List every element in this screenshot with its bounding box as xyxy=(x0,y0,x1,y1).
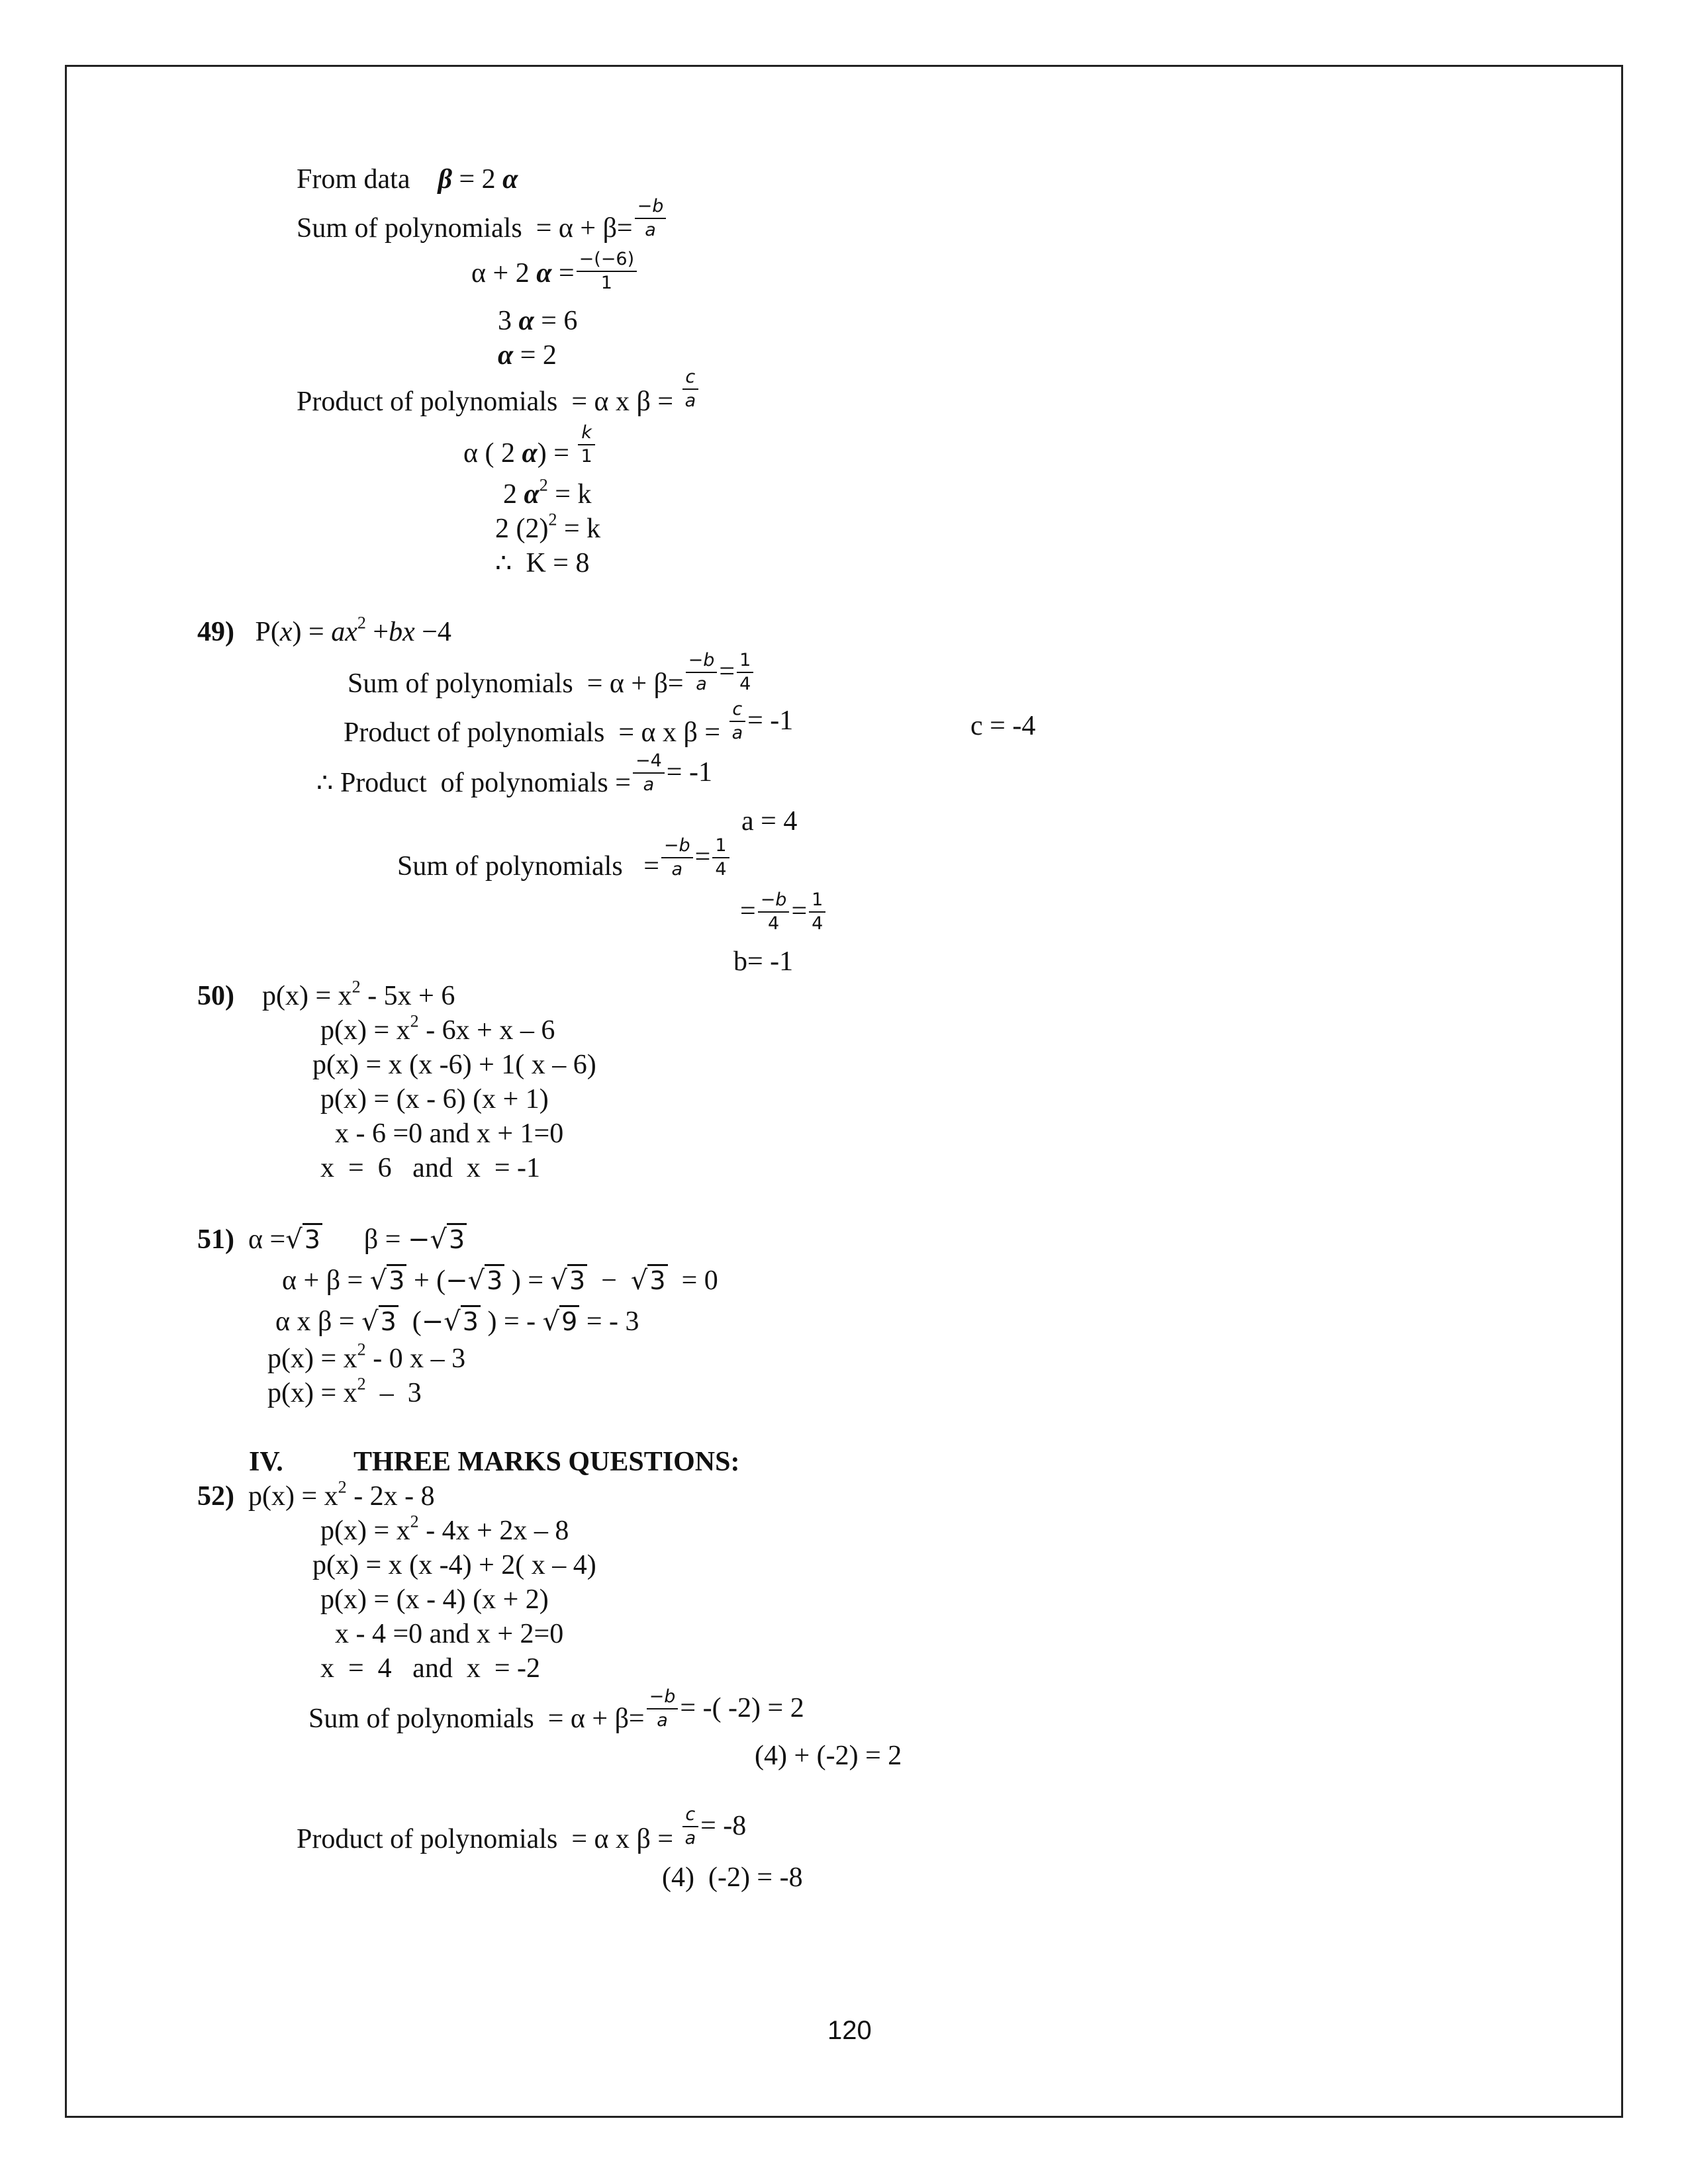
step6-post: = k xyxy=(557,514,601,544)
step4-pre: α ( 2 xyxy=(463,437,522,469)
product-label: Product of polynomials xyxy=(333,767,608,798)
alpha-symbol: α xyxy=(536,257,552,289)
q49-product-line xyxy=(344,699,794,748)
equals: = xyxy=(791,895,808,927)
exponent: 2 xyxy=(357,613,366,633)
q52-line5: x - 4 =0 and x + 2=0 xyxy=(335,1619,564,1649)
therefore-symbol: ∴ xyxy=(316,767,334,798)
fraction-neg-b-over-4 xyxy=(758,891,790,934)
fraction-c-over-a xyxy=(682,368,699,411)
sum-check: (4) + (-2) = 2 xyxy=(755,1741,902,1771)
product-line xyxy=(297,367,700,417)
frac-den: a xyxy=(643,774,655,796)
sum-eq: = xyxy=(740,895,756,927)
radicand: 3 xyxy=(461,1305,481,1336)
step3-line xyxy=(498,341,557,369)
fraction-neg-b-over-a xyxy=(635,197,667,240)
expr-x: x xyxy=(279,617,293,647)
sum-eq: = α + β= xyxy=(586,668,684,699)
product-result: = -1 xyxy=(666,756,712,788)
frac-num: −b xyxy=(758,891,790,913)
fraction-1-over-4 xyxy=(712,837,729,880)
expr-post: - 5x + 6 xyxy=(360,981,455,1011)
sum-label: Sum of polynomials xyxy=(297,212,522,244)
expr-post: - 6x + x – 6 xyxy=(418,1015,555,1046)
minus-sign: − xyxy=(445,1265,468,1296)
q51-line1 xyxy=(197,1226,467,1253)
product-result: = - 3 xyxy=(579,1306,639,1337)
frac-den: 1 xyxy=(581,446,592,467)
sqrt-3: √3 xyxy=(444,1308,481,1336)
frac-den: a xyxy=(684,1828,696,1849)
q52-sum-line xyxy=(308,1686,804,1734)
expr-tail: −4 xyxy=(414,617,451,647)
product-eq: = xyxy=(608,767,631,798)
sqrt-3: √3 xyxy=(430,1226,467,1253)
product-lhs: α x β = xyxy=(275,1306,362,1337)
q52-line3: p(x) = x (x -4) + 2( x – 4) xyxy=(312,1550,596,1580)
q51-sum-line xyxy=(282,1267,718,1295)
question-number: 52) xyxy=(197,1481,234,1512)
step6-pre: 2 (2) xyxy=(495,514,549,544)
alpha-symbol: α xyxy=(502,164,518,195)
sum-eq: = α + β= xyxy=(547,1703,645,1734)
product-result: = -1 xyxy=(747,705,794,736)
section-roman: IV. xyxy=(249,1447,283,1477)
alpha-eq: α = xyxy=(248,1224,286,1255)
frac-num: 1 xyxy=(712,837,729,858)
equals-two: = 2 xyxy=(451,164,503,195)
step4-line xyxy=(463,424,597,467)
alpha-symbol: α xyxy=(518,306,534,336)
therefore-symbol: ∴ xyxy=(495,548,512,578)
sqrt-9: √9 xyxy=(543,1308,580,1336)
product-label: Product of polynomials xyxy=(297,386,558,417)
expr-pre: p(x) = x xyxy=(267,1378,357,1408)
step1-lhs: α + 2 xyxy=(471,257,537,289)
fraction-k-over-1 xyxy=(578,424,594,467)
paren-close: ) = - xyxy=(480,1306,543,1337)
beta-eq: β = xyxy=(363,1224,408,1255)
beta-symbol: β xyxy=(438,164,452,195)
question-number: 49) xyxy=(197,617,234,647)
fraction-1-over-4 xyxy=(809,891,825,934)
frac-num: c xyxy=(682,368,699,390)
product-eq: = α x β = xyxy=(618,717,727,748)
frac-num: −(−6) xyxy=(577,250,637,272)
step5-post: = k xyxy=(547,479,592,510)
exponent: 2 xyxy=(539,475,548,495)
q50-line1 xyxy=(197,977,455,1011)
step4-post: ) = xyxy=(537,437,569,469)
a-value: a = 4 xyxy=(741,806,798,837)
minus-sign: − xyxy=(421,1306,444,1337)
b-value: b= -1 xyxy=(733,946,794,977)
product-eq: = α x β = xyxy=(571,1823,680,1854)
product-label: Product of polynomials xyxy=(344,717,605,748)
sqrt-3: √3 xyxy=(285,1226,322,1253)
sqrt-3: √3 xyxy=(551,1267,588,1295)
expr-pre: p(x) = x xyxy=(267,1343,357,1374)
q50-line3: p(x) = x (x -6) + 1( x – 6) xyxy=(312,1050,596,1080)
frac-num: 1 xyxy=(809,891,825,913)
sqrt-3: √3 xyxy=(370,1267,407,1295)
step2-post: = 6 xyxy=(534,306,578,336)
sum-eq: = xyxy=(636,850,659,882)
equals-zero: = 0 xyxy=(667,1265,718,1296)
exponent: 2 xyxy=(410,1011,419,1031)
radicand: 3 xyxy=(303,1223,322,1254)
expr-pre: p(x) = x xyxy=(320,1516,410,1546)
expr-post: - 2x - 8 xyxy=(346,1481,435,1512)
expr-pre: p(x) = x xyxy=(248,1481,338,1512)
expr-bx: bx xyxy=(389,617,415,647)
frac-den: 4 xyxy=(739,674,751,695)
q49-sum2-line xyxy=(397,837,731,880)
exponent: 2 xyxy=(357,1374,366,1394)
q49-sum3-line xyxy=(740,891,827,934)
sum-label: Sum of polynomials xyxy=(397,850,623,882)
equals: = xyxy=(694,841,711,872)
radicand: 3 xyxy=(447,1223,467,1254)
sqrt-3: √3 xyxy=(361,1308,399,1336)
plus-open: + ( xyxy=(406,1265,446,1296)
fraction-1-over-4 xyxy=(737,651,753,694)
expr-post: – 3 xyxy=(365,1378,422,1408)
q51-p2 xyxy=(267,1374,422,1408)
q50-line6: x = 6 and x = -1 xyxy=(320,1153,541,1183)
radicand: 3 xyxy=(485,1264,504,1295)
frac-num: −b xyxy=(635,197,667,219)
question-number: 50) xyxy=(197,981,234,1011)
q51-product-line xyxy=(275,1308,639,1336)
fraction-neg-neg6-over-1 xyxy=(577,250,637,293)
q49-product2-line xyxy=(316,751,712,798)
q52-line1 xyxy=(197,1477,435,1512)
frac-num: 1 xyxy=(737,651,753,673)
frac-den: a xyxy=(671,859,683,880)
radicand: 3 xyxy=(647,1264,667,1295)
minus-sign: − xyxy=(407,1224,430,1255)
exponent: 2 xyxy=(352,977,361,997)
sum-result: = -( -2) = 2 xyxy=(680,1692,804,1723)
step6-line xyxy=(495,510,601,544)
q52-line6: x = 4 and x = -2 xyxy=(320,1653,541,1684)
fraction-neg-b-over-a xyxy=(686,651,718,694)
expr-p: P( xyxy=(255,617,280,647)
q52-line2 xyxy=(320,1512,569,1546)
product-check: (4) (-2) = -8 xyxy=(662,1862,803,1893)
q49-header xyxy=(197,613,451,647)
frac-num: −b xyxy=(686,651,718,673)
radicand: 3 xyxy=(387,1264,406,1295)
step1-eq: = xyxy=(551,257,575,289)
frac-den: 4 xyxy=(812,913,823,934)
exponent: 2 xyxy=(548,510,557,529)
sum-line xyxy=(297,196,668,244)
frac-den: a xyxy=(657,1710,668,1731)
step5-pre: 2 xyxy=(503,479,524,510)
k-result: K = 8 xyxy=(512,548,590,578)
close-eq: ) = xyxy=(504,1265,551,1296)
expr-post: - 0 x – 3 xyxy=(365,1343,466,1374)
q51-p1 xyxy=(267,1340,466,1374)
expr-pre: p(x) = x xyxy=(320,1015,410,1046)
paren-open: ( xyxy=(398,1306,422,1337)
frac-num: c xyxy=(729,700,746,722)
question-number: 51) xyxy=(197,1224,234,1255)
minus-sign: − xyxy=(587,1265,631,1296)
alpha-symbol: α xyxy=(524,479,539,510)
sqrt-3: √3 xyxy=(468,1267,505,1295)
frac-den: 4 xyxy=(767,913,780,934)
expr-ax: ax xyxy=(331,617,357,647)
alpha-symbol: α xyxy=(498,340,514,371)
c-value: c = -4 xyxy=(970,711,1036,741)
exponent: 2 xyxy=(410,1512,419,1531)
fraction-neg-b-over-a xyxy=(661,837,693,880)
sum-label: Sum of polynomials xyxy=(308,1703,534,1734)
exponent: 2 xyxy=(357,1340,366,1359)
q52-product-line xyxy=(297,1804,747,1854)
frac-num: c xyxy=(682,1805,699,1827)
step7-line xyxy=(495,549,589,577)
section-heading xyxy=(249,1448,739,1476)
fraction-c-over-a xyxy=(682,1805,699,1848)
q50-line5: x - 6 =0 and x + 1=0 xyxy=(335,1118,564,1149)
radicand: 3 xyxy=(379,1305,399,1336)
from-data-line xyxy=(297,165,518,193)
frac-den: a xyxy=(684,390,696,412)
fraction-neg-b-over-a xyxy=(647,1688,679,1731)
product-label: Product of polynomials xyxy=(297,1823,558,1854)
expr-post: - 4x + 2x – 8 xyxy=(418,1516,569,1546)
expr-close: ) = xyxy=(292,617,332,647)
frac-den: 4 xyxy=(715,859,727,880)
step5-line xyxy=(503,475,592,510)
step2-pre: 3 xyxy=(498,306,519,336)
frac-num: −b xyxy=(647,1688,679,1709)
q50-line2 xyxy=(320,1011,555,1046)
fraction-c-over-a xyxy=(729,700,746,743)
step3-post: = 2 xyxy=(513,340,557,371)
fraction-neg4-over-a xyxy=(633,752,665,795)
product-result: = -8 xyxy=(700,1810,747,1841)
radicand: 3 xyxy=(567,1264,587,1295)
frac-den: 1 xyxy=(600,273,612,294)
step2-line xyxy=(498,307,577,335)
q52-line4: p(x) = (x - 4) (x + 2) xyxy=(320,1584,549,1615)
sum-lhs: α + β = xyxy=(282,1265,370,1296)
frac-num: −4 xyxy=(633,752,665,774)
step1-line xyxy=(471,250,639,293)
frac-num: k xyxy=(578,424,594,445)
sum-label: Sum of polynomials xyxy=(348,668,573,699)
section-title: THREE MARKS QUESTIONS: xyxy=(353,1447,740,1477)
expr-plus: + xyxy=(365,617,389,647)
page-number: 120 xyxy=(827,2016,872,2045)
q49-sum-line xyxy=(348,650,755,699)
expr-pre: p(x) = x xyxy=(262,981,352,1011)
product-eq: = α x β = xyxy=(571,386,680,417)
equals: = xyxy=(719,656,735,687)
radicand: 9 xyxy=(559,1305,579,1336)
q50-line4: p(x) = (x - 6) (x + 1) xyxy=(320,1084,549,1115)
frac-num: −b xyxy=(661,837,693,858)
from-data-label: From data xyxy=(297,164,410,195)
alpha-symbol: α xyxy=(522,437,538,469)
frac-den: a xyxy=(645,220,656,241)
exponent: 2 xyxy=(338,1477,347,1497)
frac-den: a xyxy=(731,723,743,744)
sum-eq: = α + β= xyxy=(536,212,633,244)
frac-den: a xyxy=(696,674,707,695)
sqrt-3: √3 xyxy=(631,1267,668,1295)
